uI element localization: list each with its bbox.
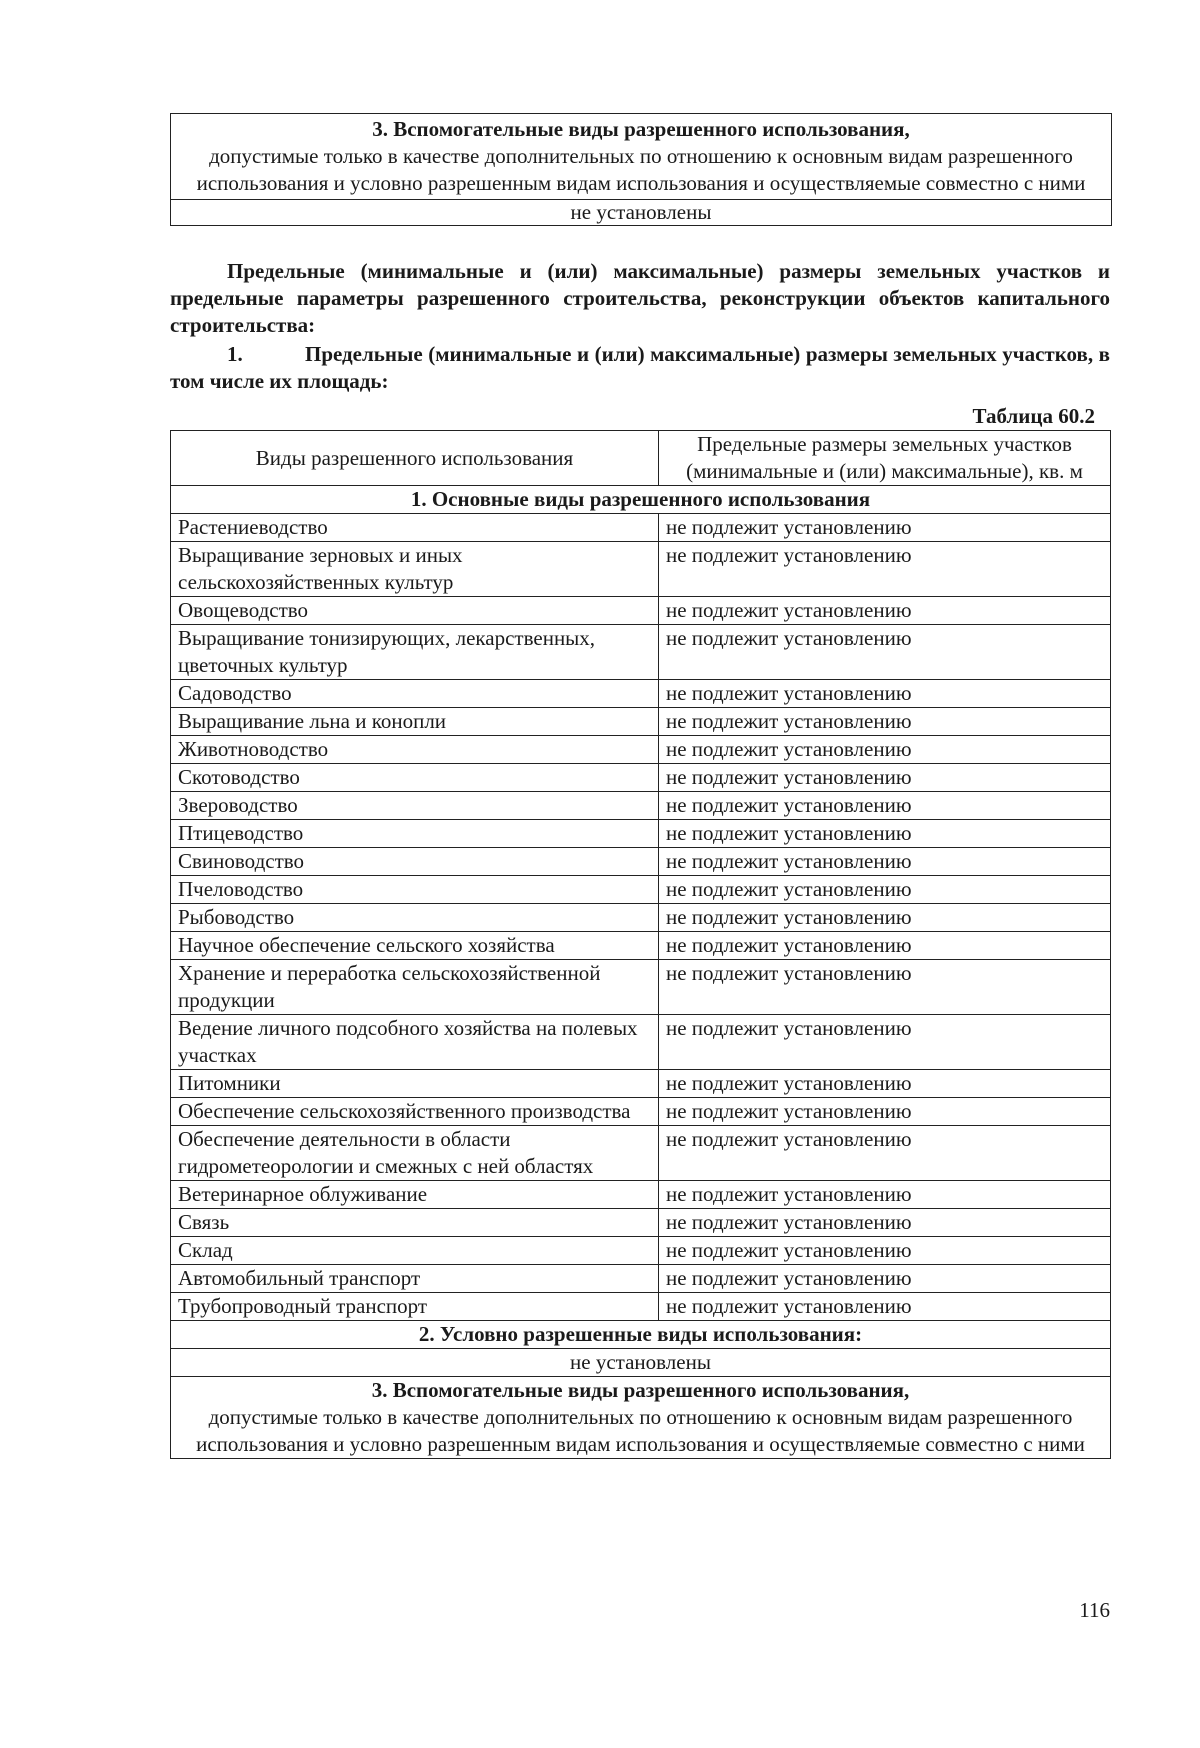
table-row xyxy=(171,820,1111,848)
limit-cell: не подлежит установлению xyxy=(659,1015,1111,1070)
table-row xyxy=(171,792,1111,820)
table-row xyxy=(171,1126,1111,1181)
table-row xyxy=(171,1015,1111,1070)
use-cell: Научное обеспечение сельского хозяйства xyxy=(171,932,659,960)
use-cell: Выращивание льна и конопли xyxy=(171,708,659,736)
section2-value: не установлены xyxy=(171,1349,1111,1377)
limit-cell: не подлежит установлению xyxy=(659,514,1111,542)
table-row xyxy=(171,708,1111,736)
use-cell: Свиноводство xyxy=(171,848,659,876)
table-row xyxy=(171,1070,1111,1098)
table-row xyxy=(171,680,1111,708)
section3-title: 3. Вспомогательные виды разрешенного использования, xyxy=(371,1378,910,1402)
limits-intro-text: Предельные (минимальные и (или) максимальные) размеры земельных участков и предельные параметры разрешенного строительства, реконструкции объектов капитального строительства: xyxy=(170,259,1110,337)
use-cell: Питомники xyxy=(171,1070,659,1098)
limits-intro-paragraph xyxy=(170,258,1110,339)
limit-cell: не подлежит установлению xyxy=(659,848,1111,876)
use-cell: Ведение личного подсобного хозяйства на полевых участках xyxy=(171,1015,659,1070)
section3-row xyxy=(171,1377,1111,1459)
use-cell: Хранение и переработка сельскохозяйственной продукции xyxy=(171,960,659,1015)
use-cell: Выращивание тонизирующих, лекарственных, цветочных культур xyxy=(171,625,659,680)
limit-cell: не подлежит установлению xyxy=(659,1098,1111,1126)
limit-cell: не подлежит установлению xyxy=(659,1070,1111,1098)
limit-cell: не подлежит установлению xyxy=(659,708,1111,736)
table-row xyxy=(171,1237,1111,1265)
use-cell: Садоводство xyxy=(171,680,659,708)
use-cell: Растениеводство xyxy=(171,514,659,542)
use-cell: Связь xyxy=(171,1209,659,1237)
list-number: 1. xyxy=(227,342,243,366)
auxiliary-uses-heading: 3. Вспомогательные виды разрешенного использования, xyxy=(372,117,910,141)
table-row xyxy=(171,876,1111,904)
use-cell: Звероводство xyxy=(171,792,659,820)
section3-cell xyxy=(171,1377,1111,1459)
table-row xyxy=(171,904,1111,932)
table-row xyxy=(171,932,1111,960)
section2-value-row xyxy=(171,1349,1111,1377)
limit-cell: не подлежит установлению xyxy=(659,1237,1111,1265)
header-limits: Предельные размеры земельных участков (минимальные и (или) максимальные), кв. м xyxy=(659,431,1111,486)
page-number: 116 xyxy=(1079,1598,1110,1622)
limit-cell: не подлежит установлению xyxy=(659,960,1111,1015)
table-row xyxy=(171,625,1111,680)
use-cell: Ветеринарное облуживание xyxy=(171,1181,659,1209)
use-cell: Овощеводство xyxy=(171,597,659,625)
use-cell: Скотоводство xyxy=(171,764,659,792)
land-size-table xyxy=(170,430,1111,1459)
header-uses: Виды разрешенного использования xyxy=(171,431,659,486)
limit-cell: не подлежит установлению xyxy=(659,876,1111,904)
section2-title: 2. Условно разрешенные виды использования: xyxy=(171,1321,1111,1349)
table-row xyxy=(171,736,1111,764)
limit-cell: не подлежит установлению xyxy=(659,680,1111,708)
table-header-row xyxy=(171,431,1111,486)
section1-row xyxy=(171,486,1111,514)
table-row xyxy=(171,1098,1111,1126)
table-row xyxy=(171,514,1111,542)
section3-description: допустимые только в качестве дополнительных по отношению к основным видам разрешенного использования и условно разрешенным видам использования и осуществляемые совместно с ними xyxy=(196,1405,1085,1456)
limit-cell: не подлежит установлению xyxy=(659,1209,1111,1237)
limit-cell: не подлежит установлению xyxy=(659,904,1111,932)
use-cell: Склад xyxy=(171,1237,659,1265)
limit-cell: не подлежит установлению xyxy=(659,597,1111,625)
table-row xyxy=(171,1181,1111,1209)
table-row xyxy=(171,960,1111,1015)
limit-cell: не подлежит установлению xyxy=(659,820,1111,848)
limit-cell: не подлежит установлению xyxy=(659,792,1111,820)
use-cell: Автомобильный транспорт xyxy=(171,1265,659,1293)
land-size-text: Предельные (минимальные и (или) максимальные) размеры земельных участков, в том числе их площадь: xyxy=(170,342,1110,393)
auxiliary-uses-box xyxy=(170,113,1112,226)
table-row xyxy=(171,764,1111,792)
section2-row xyxy=(171,1321,1111,1349)
table-caption: Таблица 60.2 xyxy=(972,404,1095,428)
limit-cell: не подлежит установлению xyxy=(659,1126,1111,1181)
section1-title: 1. Основные виды разрешенного использования xyxy=(171,486,1111,514)
use-cell: Обеспечение сельскохозяйственного производства xyxy=(171,1098,659,1126)
auxiliary-uses-section xyxy=(171,114,1111,199)
limit-cell: не подлежит установлению xyxy=(659,932,1111,960)
use-cell: Рыбоводство xyxy=(171,904,659,932)
limit-cell: не подлежит установлению xyxy=(659,542,1111,597)
limit-cell: не подлежит установлению xyxy=(659,764,1111,792)
land-size-paragraph xyxy=(170,341,1110,395)
auxiliary-uses-description: допустимые только в качестве дополнительных по отношению к основным видам разрешенного использования и условно разрешенным видам использования и осуществляемые совместно с ними xyxy=(196,144,1086,195)
auxiliary-uses-value: не установлены xyxy=(171,199,1111,225)
table-row xyxy=(171,1265,1111,1293)
table-row xyxy=(171,597,1111,625)
table-row xyxy=(171,1209,1111,1237)
use-cell: Обеспечение деятельности в области гидрометеорологии и смежных с ней областях xyxy=(171,1126,659,1181)
table-row xyxy=(171,1293,1111,1321)
limit-cell: не подлежит установлению xyxy=(659,625,1111,680)
use-cell: Пчеловодство xyxy=(171,876,659,904)
use-cell: Трубопроводный транспорт xyxy=(171,1293,659,1321)
use-cell: Выращивание зерновых и иных сельскохозяйственных культур xyxy=(171,542,659,597)
limit-cell: не подлежит установлению xyxy=(659,1293,1111,1321)
use-cell: Животноводство xyxy=(171,736,659,764)
table-row xyxy=(171,848,1111,876)
limit-cell: не подлежит установлению xyxy=(659,1265,1111,1293)
use-cell: Птицеводство xyxy=(171,820,659,848)
limit-cell: не подлежит установлению xyxy=(659,736,1111,764)
table-row xyxy=(171,542,1111,597)
limit-cell: не подлежит установлению xyxy=(659,1181,1111,1209)
